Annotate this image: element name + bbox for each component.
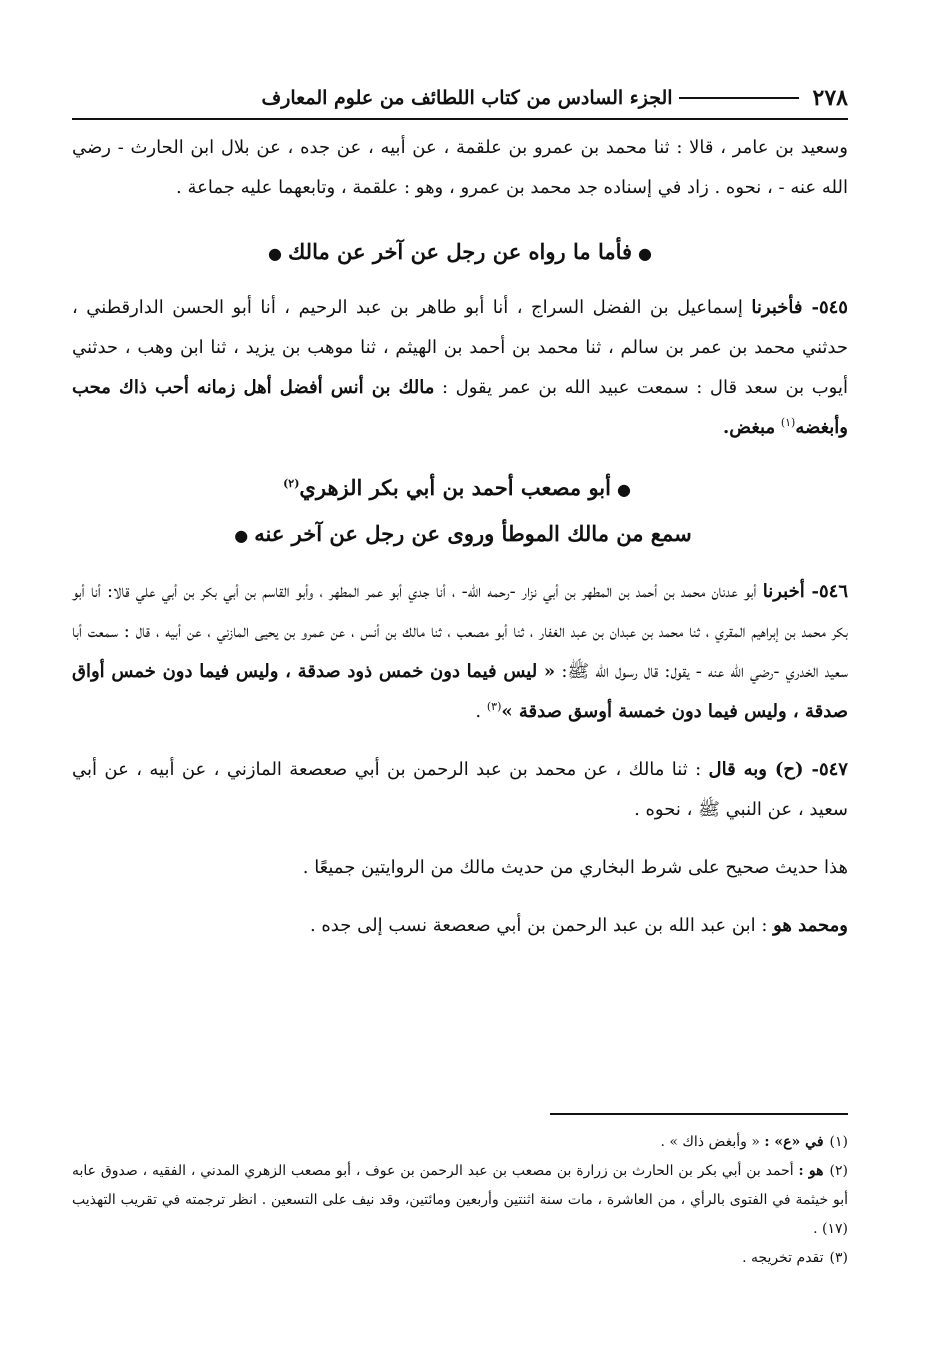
footnote-ref: (١) [780,416,796,429]
footnote-number: (٢) [829,1163,848,1179]
bullet-icon: ● [234,526,249,545]
hadith-text: أبو عدنان محمد بن أحمد بن المطهر بن أبي نزار -رحمه الله- ، أنا جدي أبو عمر المطهر ، وأبو القاسم بن أبي بكر بن أبي علي قالا: أنا أبو بكر محمد بن إبراهيم المقري ، ثنا محمد بن عبدان بن عبد الغفار ، ثنا أبو مصعب ، ثنا مالك بن أنس ، عن عمرو بن يحيى المازني ، عن أبيه ، قال : سمعت أبا سعيد الخدري -رضي الله عنه - يقول: قال رسول الله ﷺ: [72,581,848,682]
footnote-lead: في «ع» : [764,1134,824,1150]
footnote-number: (١) [829,1134,848,1150]
hadith-quote: « ليس فيما دون خمس ذود صدقة ، وليس فيما دون خمس أواق صدقة ، وليس فيما دون خمسة أوسق صدقة » [72,661,848,722]
hadith-text: : ثنا مالك ، عن محمد بن عبد الرحمن بن أبي صعصعة المازني ، عن أبيه ، عن أبي سعيد ، عن النبي ﷺ ، نحوه . [72,759,848,820]
book-page [72,78,848,1293]
commentary-line-2 [72,906,848,946]
hadith-number: ٥٤٦ [818,581,848,602]
section-heading-1-text: فأما ما رواه عن رجل عن آخر عن مالك [287,239,633,264]
hadith-end: . [475,701,482,722]
section-heading-1 [72,230,848,276]
footnote-2 [72,1157,848,1244]
intro-paragraph: وسعيد بن عامر ، قالا : ثنا محمد بن عمرو بن علقمة ، عن أبيه ، عن جده ، عن بلال ابن الحارث - رضي الله عنه - ، نحوه . زاد في إسناده جد محمد بن عمرو ، وهو : علقمة ، وتابعهما عليه جماعة . [72,137,848,198]
hadith-lead: (ح) وبه قال [708,759,804,780]
commentary [72,848,848,946]
footnote-text: « وأبغض ذاك » . [660,1134,760,1150]
running-header [72,78,848,120]
hadith-lead: فأخبرنا [751,297,803,318]
hadith-number: ٥٤٥ [818,297,848,318]
footnote-3 [72,1244,848,1273]
footnote-ref: (٣) [486,700,502,713]
hadith-text: إسماعيل بن الفضل السراج ، أنا أبو طاهر بن عبد الرحيم ، أنا أبو الحسن الدارقطني ، حدثني محمد بن عمر بن سالم ، ثنا محمد بن أحمد بن الهيثم ، ثنا موهب بن يزيد ، ثنا ابن وهب ، حدثني أيوب بن سعد قال : سمعت عبيد الله بن عمر يقول : [72,297,848,398]
number-dash: - [803,759,819,780]
footnote-number: (٣) [829,1250,848,1266]
number-dash: - [802,297,819,318]
section-heading-2 [72,466,848,558]
hadith-number: ٥٤٧ [818,759,848,780]
footnote-lead: هو : [798,1163,824,1179]
number-dash: - [804,581,819,602]
hadith-lead: أخبرنا [762,581,805,602]
section-heading-2-line1 [72,466,848,512]
hadith-547 [72,750,848,830]
footnote-1 [72,1128,848,1157]
bullet-icon: ● [268,244,282,263]
bullet-icon: ● [616,480,631,499]
commentary-line-1: هذا حديث صحيح على شرط البخاري من حديث مالك من الروايتين جميعًا . [302,857,848,878]
hadith-546 [72,572,848,732]
section-heading-2-title: أبو مصعب أحمد بن أبي بكر الزهري [299,475,611,500]
footnote-ref: (٢) [283,477,300,490]
bullet-icon: ● [638,244,652,263]
hadith-quote-end: مبغض. [723,417,776,438]
footnote-separator [550,1113,848,1115]
section-heading-2-line2 [72,512,848,558]
section-heading-2-subtitle: سمع من مالك الموطأ وروى عن رجل عن آخر عنه [254,521,692,546]
commentary-lead: ومحمد هو [773,915,848,936]
footnote-text: تقدم تخريجه . [742,1250,824,1266]
running-title: الجزء السادس من كتاب اللطائف من علوم المعارف [261,87,673,109]
hadith-545 [72,288,848,448]
header-rule [679,97,799,99]
footnote-text: أحمد بن أبي بكر بن الحارث بن زرارة بن مصعب بن عبد الرحمن بن عوف ، أبو مصعب الزهري المدني ، الفقيه ، صدوق عابه أبو خيثمة في الفتوى بالرأي ، من العاشرة ، مات سنة اثنتين وأربعين ومائتين، وقد نيف على التسعين . انظر ترجمته في تقريب التهذيب (١٧) . [72,1163,848,1237]
page-number: ٢٧٨ [812,85,848,111]
hadith-quote: مالك بن أنس أفضل أهل زمانه أحب ذاك محب وأبغضه [72,377,848,438]
commentary-text: : ابن عبد الله بن عبد الرحمن بن أبي صعصعة نسب إلى جده . [309,915,768,936]
footnotes [72,1128,848,1273]
